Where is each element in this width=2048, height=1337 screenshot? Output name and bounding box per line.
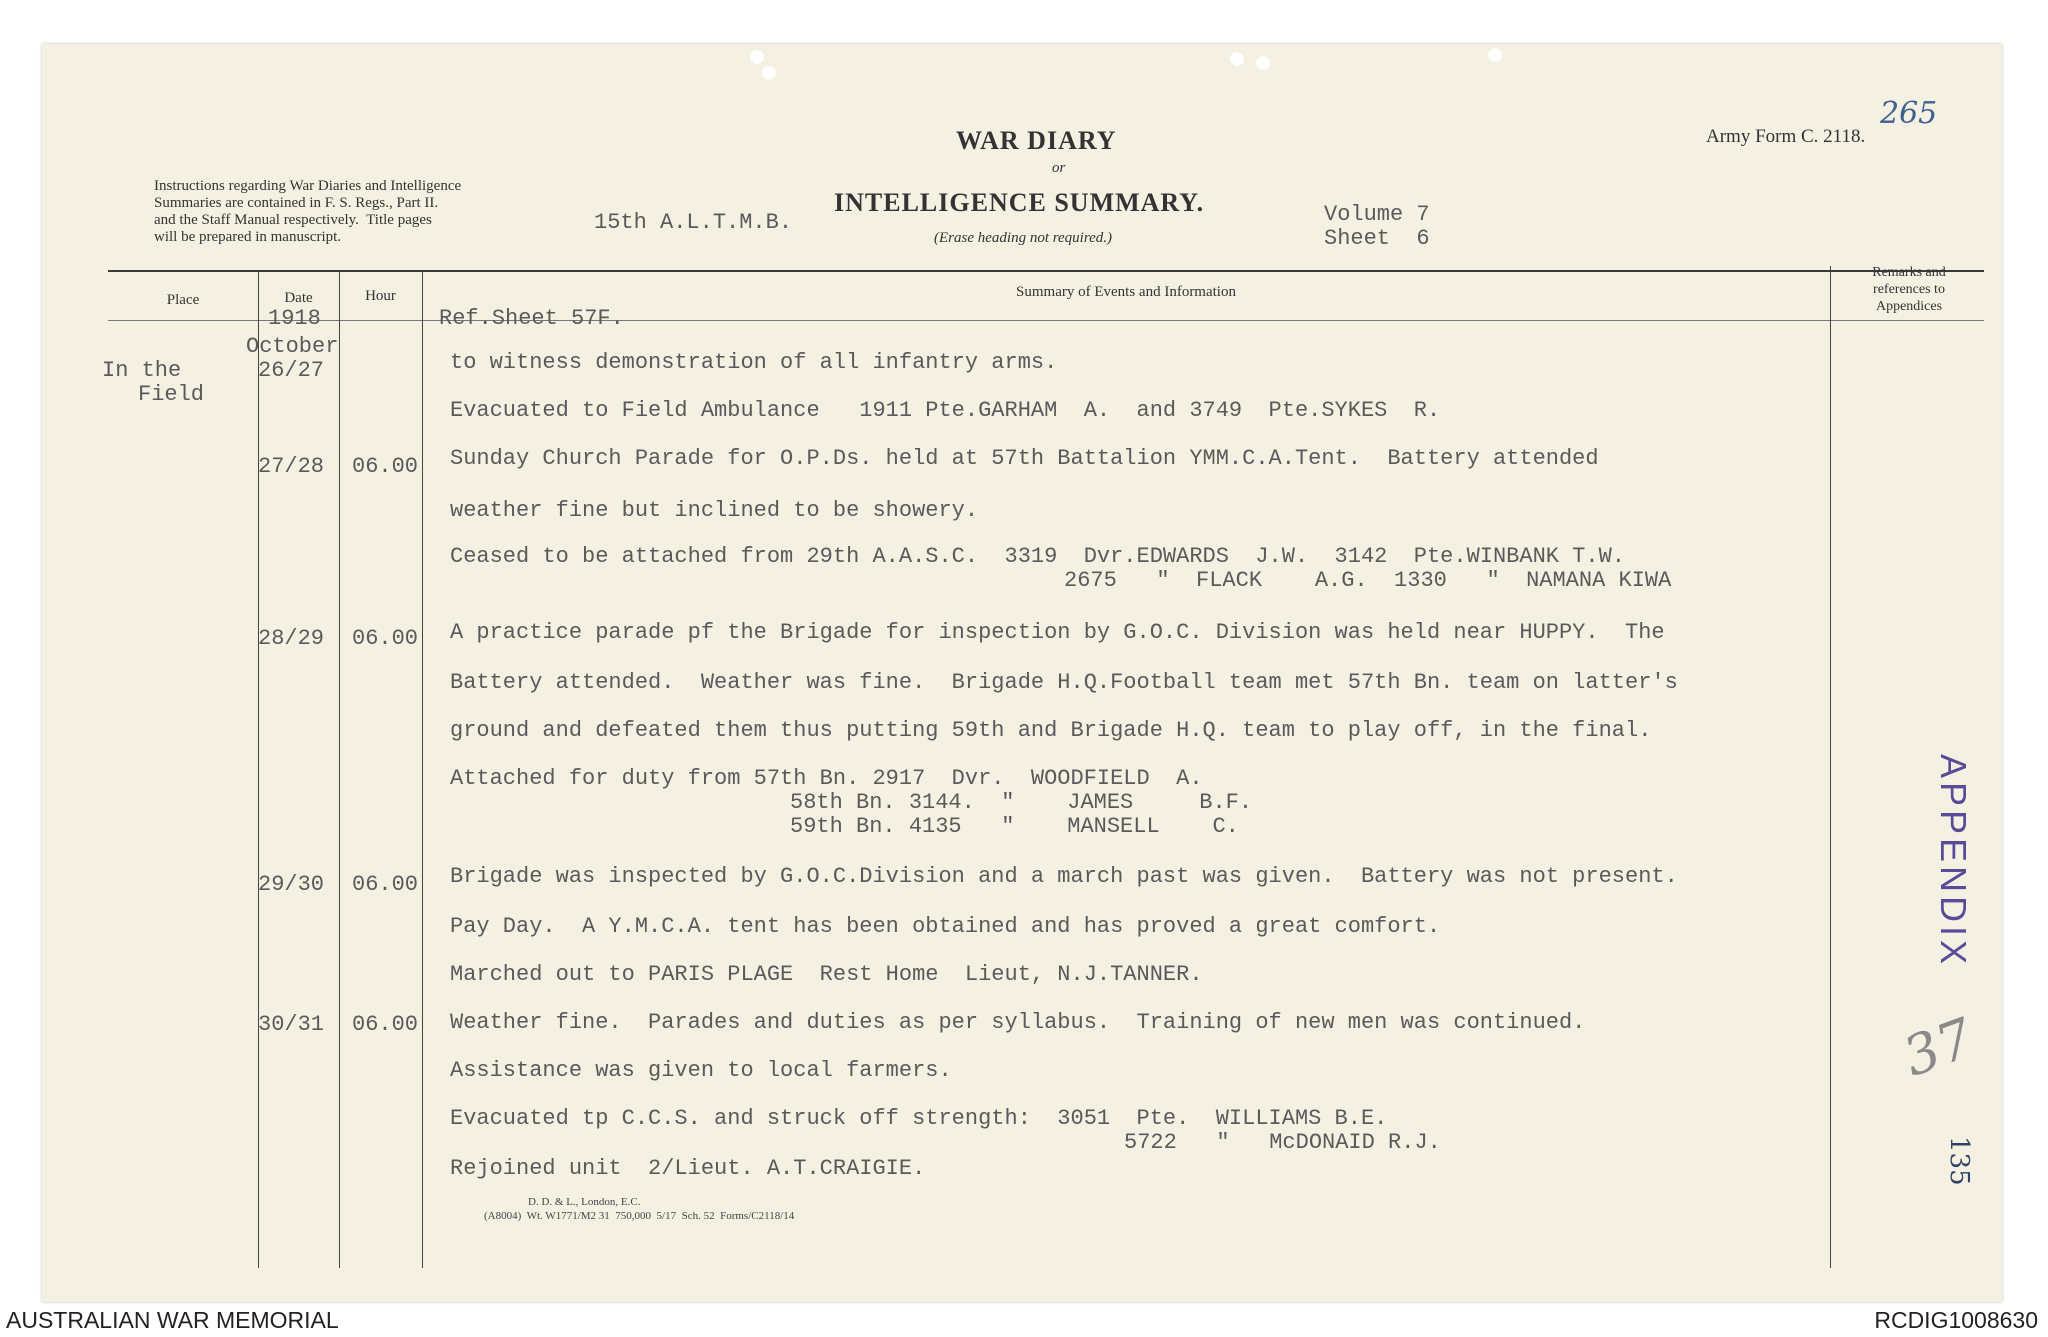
summary-line: Ceased to be attached from 29th A.A.S.C. 3319 Dvr.EDWARDS J.W. 3142 Pte.WINBANK T.W. [450, 544, 1625, 569]
printer-imprint: (A8004) Wt. W1771/M2 31 750,000 5/17 Sch. 52 Forms/C2118/14 [484, 1210, 795, 1222]
form-title: WAR DIARY [956, 126, 1117, 155]
remarks-header-line: Appendices [1875, 299, 1943, 314]
sheet: Sheet 6 [1324, 226, 1430, 251]
summary-line: A practice parade pf the Brigade for inspection by G.O.C. Division was held near HUPPY. The [450, 620, 1665, 645]
footer-record-id: RCDIG1008630 [1874, 1307, 2038, 1333]
summary-line: 59th Bn. 4135 " MANSELL C. [790, 814, 1239, 839]
entry-hour: 06.00 [352, 872, 419, 897]
entry-hour: 06.00 [352, 626, 419, 651]
entry-date: 27/28 [258, 454, 325, 479]
entry-date: 26/27 [258, 358, 325, 383]
instructions-line: will be prepared in manuscript. [154, 229, 342, 245]
column-divider [422, 272, 423, 1268]
hour-column-header: Hour [365, 288, 396, 304]
summary-line: 2675 " FLACK A.G. 1330 " NAMANA KIWA [1064, 568, 1672, 593]
unit-name: 15th A.L.T.M.B. [594, 210, 793, 235]
form-subtitle: INTELLIGENCE SUMMARY. [834, 188, 1205, 217]
instructions [154, 178, 461, 246]
erase-note: (Erase heading not required.) [934, 230, 1113, 246]
summary-line: 58th Bn. 3144. " JAMES B.F. [790, 790, 1253, 815]
remarks-column-header [1834, 264, 1984, 315]
place-line: Field [138, 382, 205, 407]
appendix-stamp: APPENDIX [1933, 754, 1974, 969]
punch-hole [1230, 52, 1244, 66]
header-bottom-rule [108, 320, 1984, 321]
summary-line: Evacuated tp C.C.S. and struck off strength: 3051 Pte. WILLIAMS B.E. [450, 1106, 1388, 1131]
instructions-line: Instructions regarding War Diaries and Intelligence [154, 178, 462, 194]
entry-date: 28/29 [258, 626, 325, 651]
summary-line: Attached for duty from 57th Bn. 2917 Dvr. WOODFIELD A. [450, 766, 1203, 791]
entry-hour: 06.00 [352, 1012, 419, 1037]
summary-line: Brigade was inspected by G.O.C.Division and a march past was given. Battery was not present. [450, 864, 1678, 889]
page-number: 265 [1880, 96, 1938, 131]
punch-hole [1256, 56, 1270, 70]
entry-month: October [246, 334, 339, 359]
summary-column-header: Summary of Events and Information [1016, 284, 1236, 300]
punch-hole [1488, 48, 1502, 62]
column-divider [339, 272, 340, 1268]
instructions-line: and the Staff Manual respectively. Title pages [154, 212, 432, 228]
place-column-header: Place [166, 292, 200, 308]
place-line: In the [102, 358, 182, 383]
entry-date: 29/30 [258, 872, 325, 897]
diary-sheet [42, 44, 2002, 1302]
year: 1918 [268, 306, 321, 331]
entry-hour: 06.00 [352, 454, 419, 479]
remarks-header-line: Remarks and [1872, 265, 1946, 280]
summary-line: Marched out to PARIS PLAGE Rest Home Lieut, N.J.TANNER. [450, 962, 1203, 987]
army-form-number: Army Form C. 2118. [1706, 126, 1866, 147]
column-divider [258, 272, 259, 1268]
margin-pencil-note: 37 [1895, 1006, 1982, 1089]
entry-date: 30/31 [258, 1012, 325, 1037]
summary-line: to witness demonstration of all infantry arms. [450, 350, 1058, 375]
summary-line: Weather fine. Parades and duties as per syllabus. Training of new men was continued. [450, 1010, 1586, 1035]
punch-hole [750, 50, 764, 64]
printer-imprint: D. D. & L., London, E.C. [528, 1196, 641, 1208]
summary-line: Assistance was given to local farmers. [450, 1058, 952, 1083]
remarks-header-line: references to [1873, 282, 1945, 297]
date-column-header: Date [284, 290, 313, 306]
header-rule [108, 270, 1984, 272]
instructions-line: Summaries are contained in F. S. Regs., Part II. [154, 195, 439, 211]
column-divider [1830, 266, 1831, 1268]
footer-source: AUSTRALIAN WAR MEMORIAL [6, 1307, 339, 1333]
summary-line: Pay Day. A Y.M.C.A. tent has been obtained and has proved a great comfort. [450, 914, 1441, 939]
summary-line: Battery attended. Weather was fine. Brigade H.Q.Football team met 57th Bn. team on latter's [450, 670, 1678, 695]
summary-line: weather fine but inclined to be showery. [450, 498, 979, 523]
summary-line: Evacuated to Field Ambulance 1911 Pte.GARHAM A. and 3749 Pte.SYKES R. [450, 398, 1441, 423]
ref-sheet: Ref.Sheet 57F. [439, 306, 624, 331]
summary-line: Sunday Church Parade for O.P.Ds. held at 57th Battalion YMM.C.A.Tent. Battery attended [450, 446, 1599, 471]
volume: Volume 7 [1324, 202, 1430, 227]
summary-line: ground and defeated them thus putting 59th and Brigade H.Q. team to play off, in the final. [450, 718, 1652, 743]
punch-hole [762, 66, 776, 80]
summary-line: Rejoined unit 2/Lieut. A.T.CRAIGIE. [450, 1156, 926, 1181]
margin-number: 135 [1944, 1136, 1974, 1186]
summary-line: 5722 " McDONAID R.J. [1124, 1130, 1441, 1155]
form-or: or [1052, 160, 1066, 176]
